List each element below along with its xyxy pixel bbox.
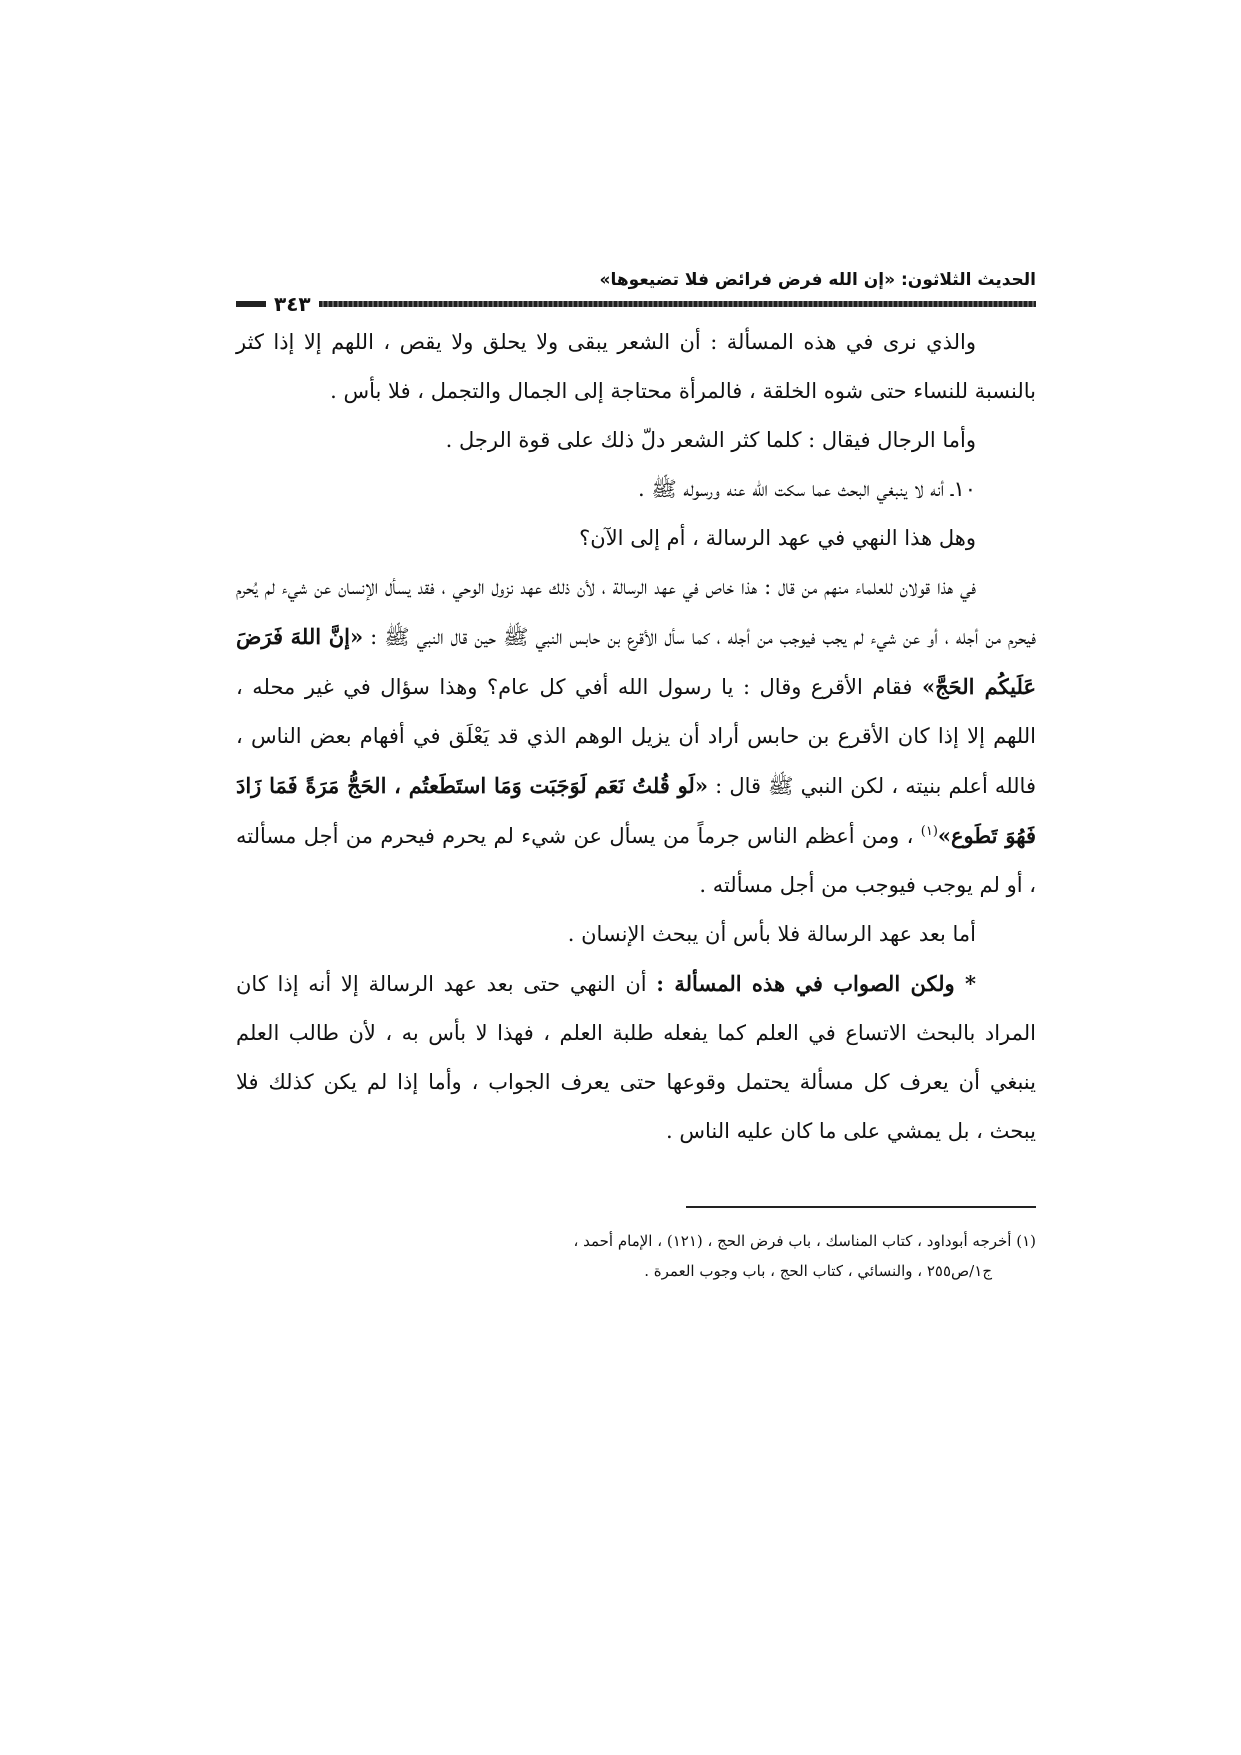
paragraph-7 xyxy=(236,959,1036,1156)
paragraph-1: والذي نرى في هذه المسألة : أن الشعر يبقى ولا يحلق ولا يقص ، اللهم إلا إذا كثر بالنسبة للنساء حتى شوه الخلقة ، فالمرأة محتاجة إلى الجمال والتجمل ، فلا بأس . xyxy=(236,330,1036,403)
paragraph-5-part-c: ، ومن أعظم الناس جرماً من يسأل عن شيء لم يحرم فيحرم من أجل مسألته ، أو لم يوجب فيوجب من أجل مسألته . xyxy=(236,824,1036,897)
footnote-line-2: ج١/ص٢٥٥ ، والنسائي ، كتاب الحج ، باب وجوب العمرة . xyxy=(644,1262,992,1280)
footnote-rule xyxy=(686,1206,1036,1208)
page-number: ٣٤٣ xyxy=(274,292,311,316)
hadith-quote-1: «إنَّ اللهَ فَرَضَ عَلَيكُم الحَجَّ» xyxy=(236,624,1036,699)
paragraph-7-bold-lead: * ولكن الصواب في هذه المسألة : xyxy=(656,971,976,996)
hadith-quote-2: «لَو قُلتُ نَعَم لَوَجَبَت وَمَا استَطَعتُم ، الحَجُّ مَرَةً فَمَا زَادَ فَهُوَ تَطَوع» xyxy=(236,773,1037,848)
footnote-line-1: (١) أخرجه أبوداود ، كتاب المناسك ، باب فرض الحج ، (١٢١) ، الإمام أحمد ، xyxy=(573,1232,1036,1250)
paragraph-6: أما بعد عهد الرسالة فلا بأس أن يبحث الإنسان . xyxy=(567,922,976,946)
paragraph-5 xyxy=(236,563,1036,910)
book-page xyxy=(236,270,1036,1286)
paragraph-5-part-a: في هذا قولان للعلماء منهم من قال : هذا خاص في عهد الرسالة ، لأن ذلك عهد نزول الوحي ، فقد يسأل الإنسان عن شيء لم يُحرم فيحرم من أجله ، أو عن شيء لم يجب فيوجب من أجله ، كما سأل الأقرع بن حابس النبي ﷺ حين قال النبي ﷺ : xyxy=(236,575,1036,649)
header-rule xyxy=(319,301,1036,307)
paragraph-4: وهل هذا النهي في عهد الرسالة ، أم إلى الآن؟ xyxy=(579,526,976,550)
header-rule-stub xyxy=(236,301,266,307)
body-text xyxy=(236,318,1036,1156)
paragraph-3: ١٠ـ أنه لا ينبغي البحث عما سكت الله عنه ورسوله ﷺ . xyxy=(637,477,976,501)
header-title: الحديث الثلاثون: «إن الله فرض فرائض فلا تضيعوها» xyxy=(599,270,1036,290)
paragraph-5-part-b: فقام الأقرع وقال : يا رسول الله أفي كل عام؟ وهذا سؤال في غير محله ، اللهم إلا إذا كان الأقرع بن حابس أراد أن يزيل الوهم الذي قد يَعْلَق في أفهام بعض الناس ، فالله أعلم بنيته ، لكن النبي ﷺ قال : xyxy=(236,675,1036,798)
header-rule-row xyxy=(236,294,1036,314)
footnote xyxy=(236,1226,1036,1286)
paragraph-2: وأما الرجال فيقال : كلما كثر الشعر دلّ ذلك على قوة الرجل . xyxy=(445,428,976,452)
footnote-reference: (١) xyxy=(920,824,938,839)
running-header xyxy=(236,270,1036,290)
paragraph-7-rest: أن النهي حتى بعد عهد الرسالة إلا أنه إذا كان المراد بالبحث الاتساع في العلم كما يفعله طلبة العلم ، فهذا لا بأس به ، لأن طالب العلم ينبغي أن يعرف كل مسألة يحتمل وقوعها حتى يعرف الجواب ، وأما إذا لم يكن كذلك فلا يبحث ، بل يمشي على ما كان عليه الناس . xyxy=(236,972,1036,1143)
